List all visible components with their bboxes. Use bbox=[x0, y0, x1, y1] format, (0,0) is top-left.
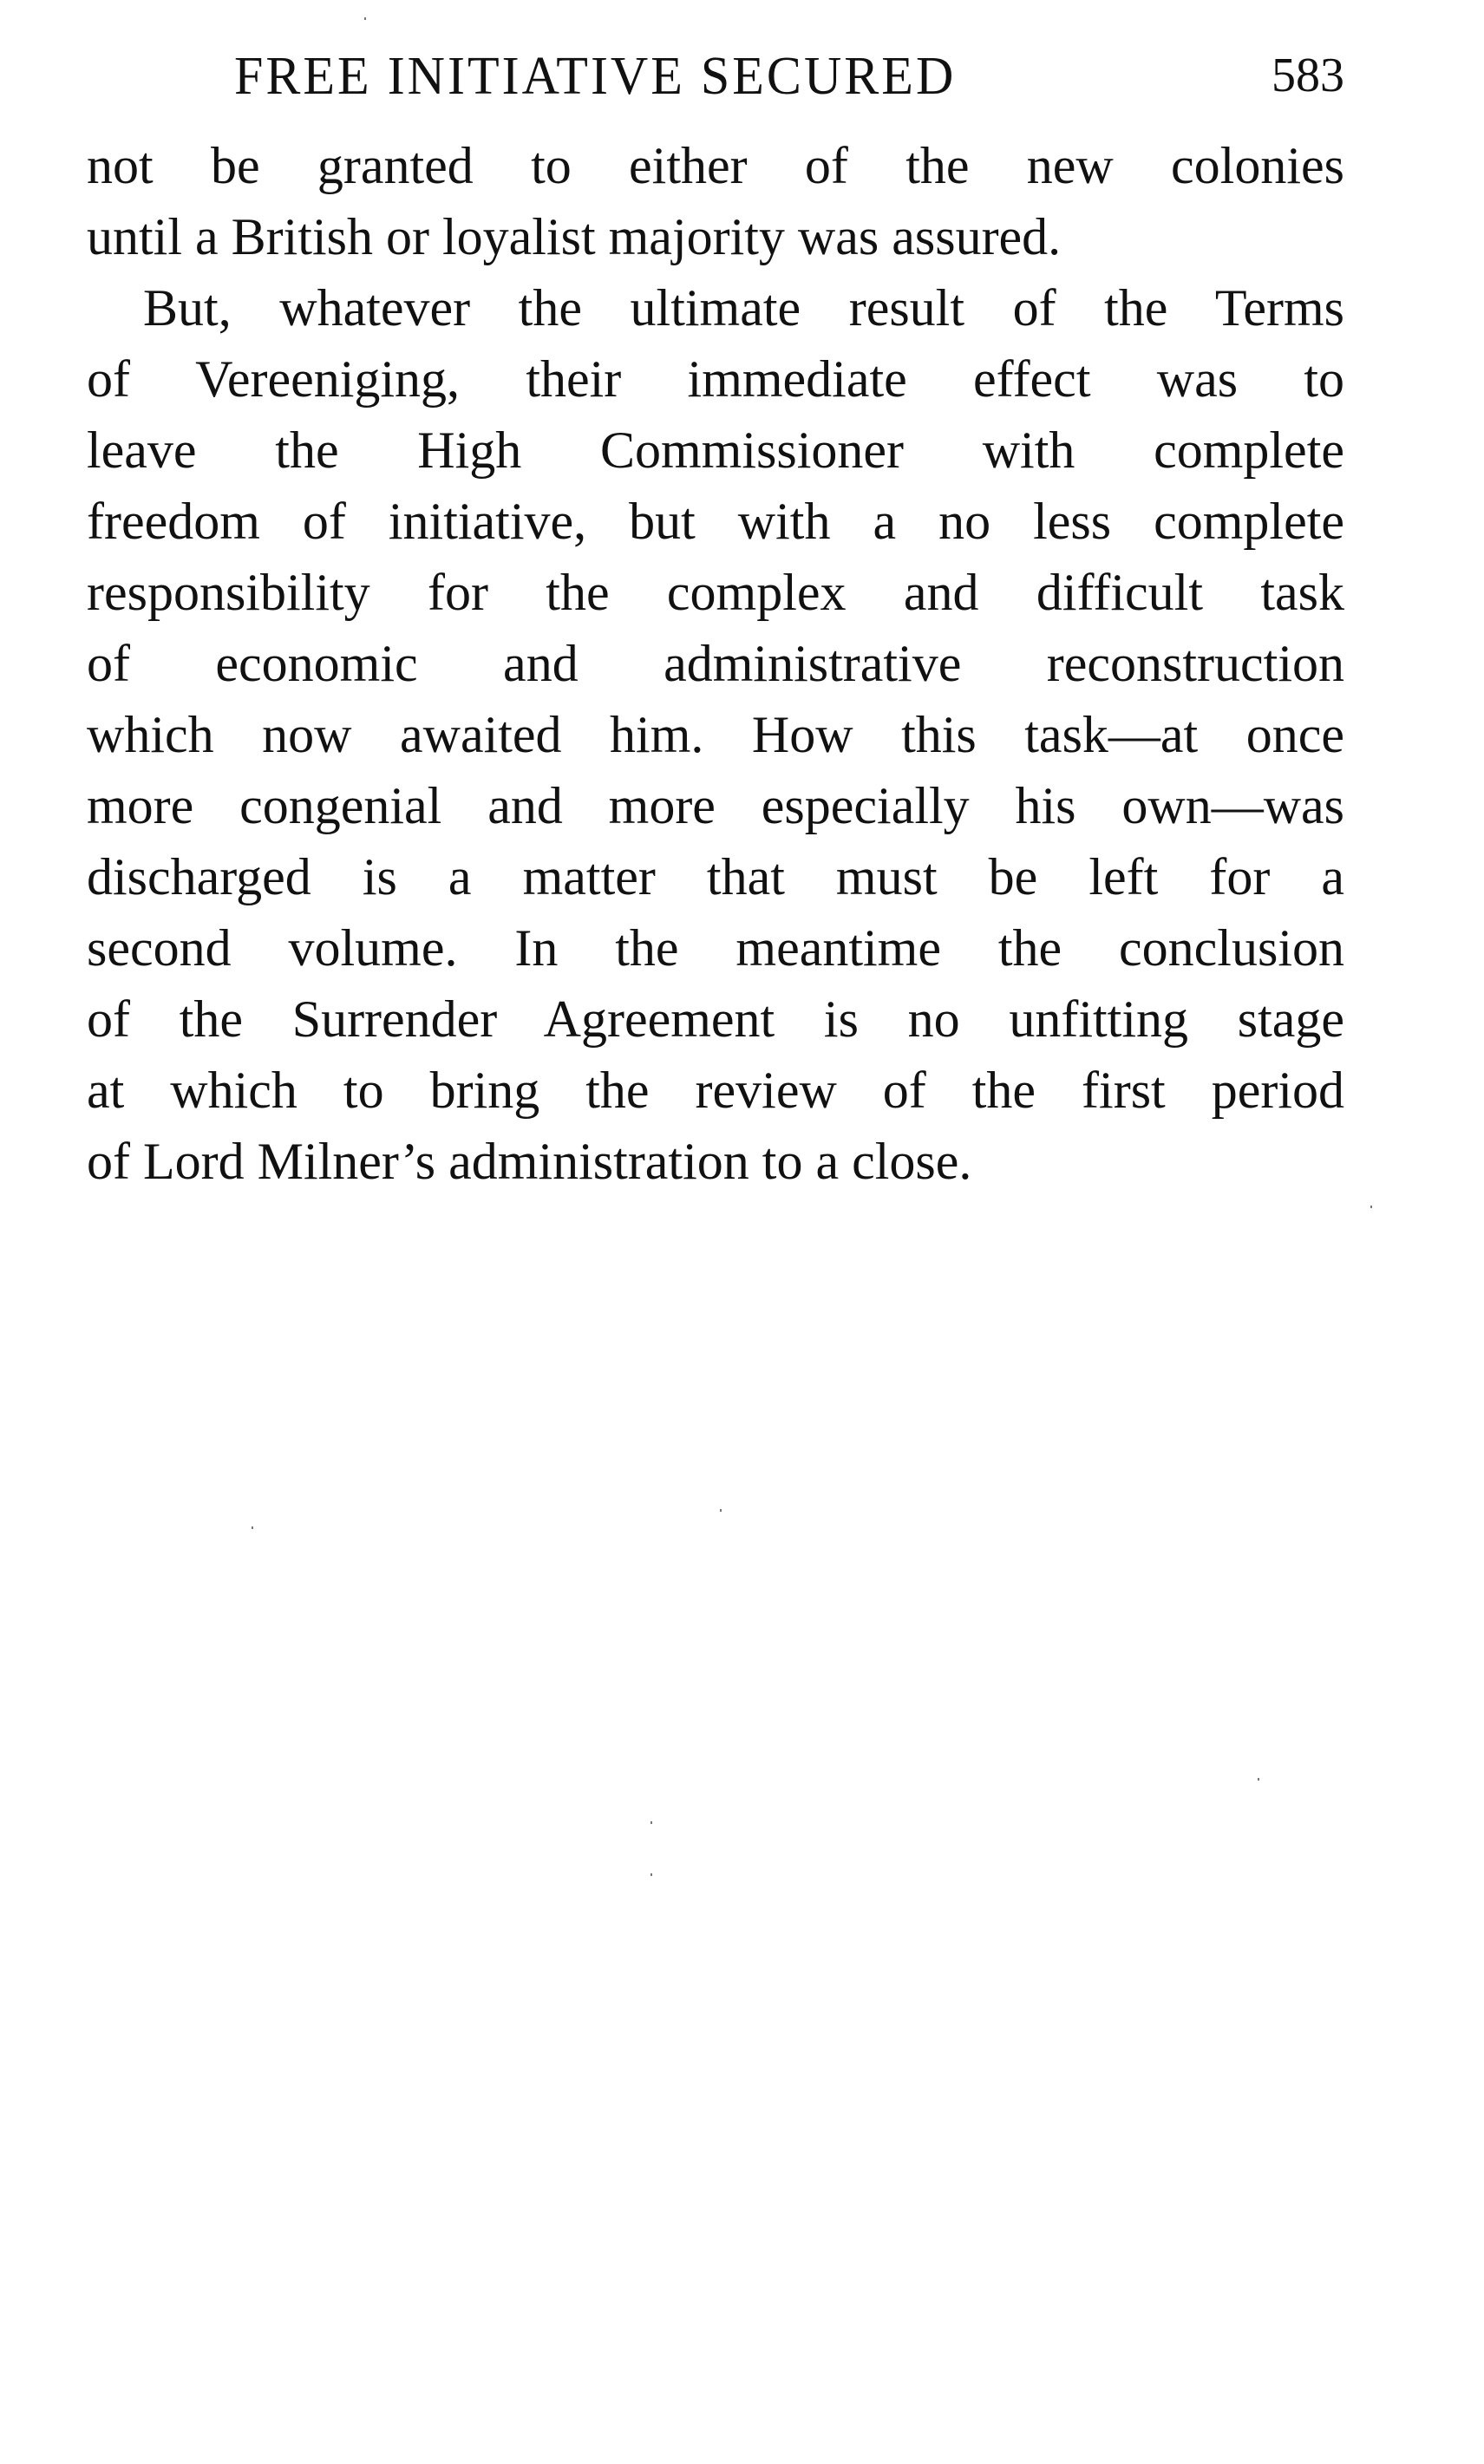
text-line: of economic and administrative reconstruction bbox=[87, 635, 1344, 692]
paragraph-2 bbox=[87, 272, 1344, 1197]
body-text bbox=[87, 130, 1344, 1197]
scan-speck bbox=[252, 1526, 253, 1529]
text-line: more congenial and more especially his own—was bbox=[87, 777, 1344, 834]
scan-speck bbox=[364, 17, 366, 20]
page-number: 583 bbox=[1272, 49, 1344, 102]
text-line: of Lord Milner’s administration to a close. bbox=[87, 1133, 972, 1190]
text-line: responsibility for the complex and difficult task bbox=[87, 564, 1344, 621]
scan-speck bbox=[1258, 1778, 1259, 1781]
scan-speck bbox=[650, 1821, 652, 1824]
running-header bbox=[87, 45, 1344, 106]
scan-speck bbox=[650, 1873, 652, 1876]
scan-speck bbox=[720, 1509, 722, 1512]
text-line: at which to bring the review of the first period bbox=[87, 1062, 1344, 1119]
text-line: second volume. In the meantime the conclusion bbox=[87, 919, 1344, 977]
text-line: But, whatever the ultimate result of the Terms bbox=[143, 279, 1344, 337]
paragraph-1 bbox=[87, 130, 1344, 272]
text-line: leave the High Commissioner with complete bbox=[87, 422, 1344, 479]
text-line: discharged is a matter that must be left for a bbox=[87, 848, 1344, 905]
text-line: not be granted to either of the new colonies bbox=[87, 137, 1344, 194]
text-line: which now awaited him. How this task—at once bbox=[87, 706, 1344, 763]
text-line: until a British or loyalist majority was assured. bbox=[87, 208, 1062, 265]
text-line: freedom of initiative, but with a no less complete bbox=[87, 493, 1344, 550]
scan-speck bbox=[1370, 1206, 1372, 1208]
running-title: FREE INITIATIVE SECURED bbox=[234, 45, 957, 106]
text-line: of the Surrender Agreement is no unfitting stage bbox=[87, 990, 1344, 1048]
text-line: of Vereeniging, their immediate effect was to bbox=[87, 350, 1344, 408]
